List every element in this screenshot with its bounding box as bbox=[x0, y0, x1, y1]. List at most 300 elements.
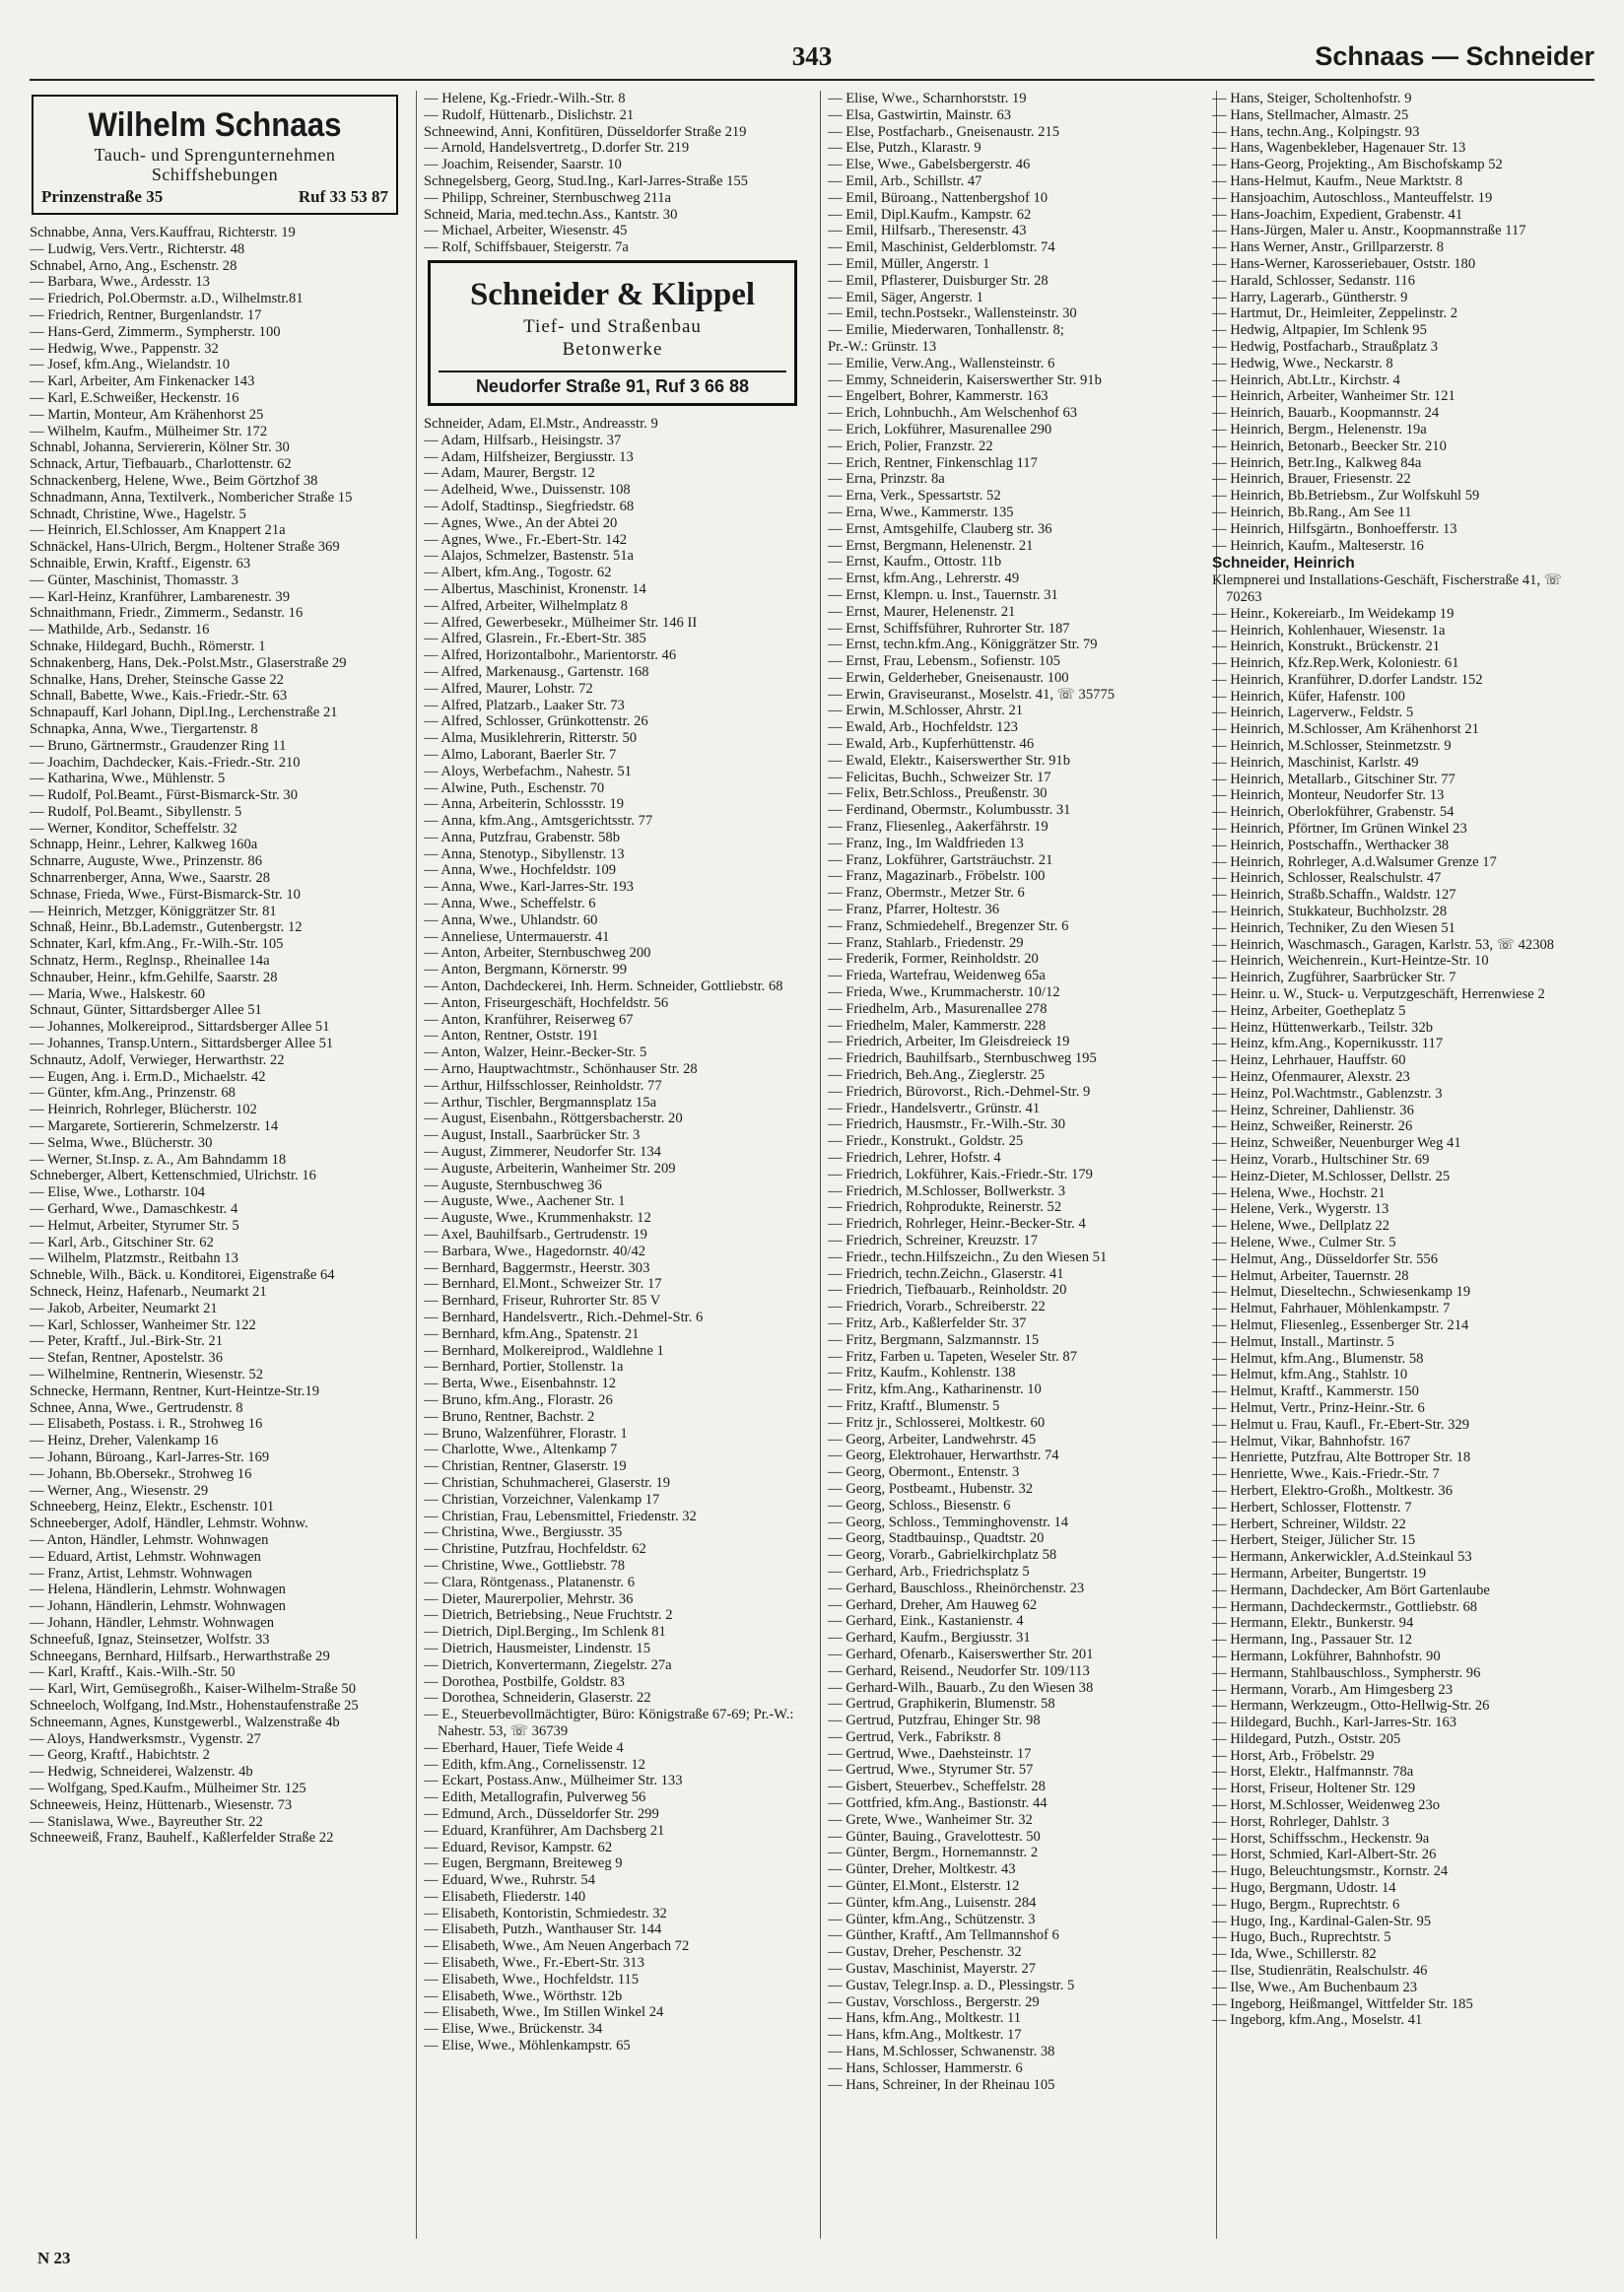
directory-entry: — Elisabeth, Fliederstr. 140 bbox=[424, 1888, 586, 1905]
directory-entry: Schneck, Heinz, Hafenarb., Neumarkt 21 bbox=[30, 1284, 267, 1300]
directory-entry: — Hedwig, Schneiderei, Walzenstr. 4b bbox=[30, 1764, 253, 1781]
directory-entry: — Günter, Maschinist, Thomasstr. 3 bbox=[30, 572, 238, 588]
directory-entry: — Harry, Lagerarb., Güntherstr. 9 bbox=[1212, 289, 1408, 305]
directory-entry: — Eckart, Postass.Anw., Mülheimer Str. 133 bbox=[424, 1773, 683, 1789]
column-1 bbox=[30, 91, 404, 2239]
directory-entry: — Agnes, Wwe., Fr.-Ebert-Str. 142 bbox=[424, 531, 628, 548]
directory-entry: — Helmut, Kraftf., Kammerstr. 150 bbox=[1212, 1383, 1419, 1400]
directory-entry: — Hans-Werner, Karosseriebauer, Oststr. 180 bbox=[1212, 255, 1476, 272]
directory-entry: — Gerhard, Arb., Friedrichsplatz 5 bbox=[828, 1563, 1030, 1580]
directory-entry: — Fritz jr., Schlosserei, Moltkestr. 60 bbox=[828, 1414, 1046, 1431]
advertisement-schnaas bbox=[32, 95, 398, 215]
directory-entry: — Charlotte, Wwe., Altenkamp 7 bbox=[424, 1442, 618, 1458]
directory-entry: — Gottfried, kfm.Ang., Bastionstr. 44 bbox=[828, 1795, 1048, 1812]
directory-entry: — Gerhard, Reisend., Neudorfer Str. 109/113 bbox=[828, 1662, 1090, 1679]
directory-entry: — Erich, Rentner, Finkenschlag 117 bbox=[828, 454, 1038, 471]
directory-entry: — Georg, Kraftf., Habichtstr. 2 bbox=[30, 1747, 210, 1764]
directory-entry: — Elisabeth, Wwe., Wörthstr. 12b bbox=[424, 1988, 623, 2004]
directory-entry: Schnapauff, Karl Johann, Dipl.Ing., Lerchenstraße 21 bbox=[30, 705, 338, 721]
directory-entry: — Gerhard-Wilh., Bauarb., Zu den Wiesen 38 bbox=[828, 1679, 1094, 1696]
directory-entry: — Helene, Wwe., Culmer Str. 5 bbox=[1212, 1234, 1396, 1250]
directory-entry: — Bernhard, Baggermstr., Heerstr. 303 bbox=[424, 1259, 650, 1276]
directory-entry: — Bernhard, Handelsvertr., Rich.-Dehmel-Str. 6 bbox=[424, 1310, 704, 1325]
directory-entry: — Heinrich, Rohrleger, A.d.Walsumer Grenze 17 bbox=[1212, 853, 1497, 870]
directory-entry: — Anton, Dachdeckerei, Inh. Herm. Schneider, Gottliebstr. 68 bbox=[424, 978, 783, 995]
directory-entry: — Eduard, Revisor, Kampstr. 62 bbox=[424, 1839, 613, 1855]
directory-entry: Schnapka, Anna, Wwe., Tiergartenstr. 8 bbox=[30, 720, 258, 737]
directory-entry: — Emil, Säger, Angerstr. 1 bbox=[828, 289, 983, 305]
directory-entry: — Dietrich, Konvertermann, Ziegelstr. 27a bbox=[424, 1656, 672, 1673]
directory-entry: — Dietrich, Hausmeister, Lindenstr. 15 bbox=[424, 1640, 651, 1656]
directory-entry: — Arthur, Hilfsschlosser, Reinholdstr. 77 bbox=[424, 1077, 662, 1094]
directory-entry: — Helmut, Arbeiter, Styrumer Str. 5 bbox=[30, 1217, 239, 1234]
directory-entry: — Arno, Hauptwachtmstr., Schönhauser Str. 28 bbox=[424, 1061, 698, 1078]
directory-entry: — Ilse, Studienrätin, Realschulstr. 46 bbox=[1212, 1963, 1428, 1980]
directory-entry: — Hermann, Vorarb., Am Himgesberg 23 bbox=[1212, 1681, 1454, 1698]
directory-entry: — Hans, kfm.Ang., Moltkestr. 17 bbox=[828, 2027, 1022, 2044]
directory-entry: — Helmut, Arbeiter, Tauernstr. 28 bbox=[1212, 1267, 1409, 1284]
directory-entry: — Hedwig, Wwe., Neckarstr. 8 bbox=[1212, 355, 1393, 371]
directory-entry: — Joachim, Reisender, Saarstr. 10 bbox=[424, 157, 622, 173]
directory-entry: — Friedrich, Rentner, Burgenlandstr. 17 bbox=[30, 306, 262, 323]
directory-entry: — Helene, Kg.-Friedr.-Wilh.-Str. 8 bbox=[424, 91, 626, 106]
directory-entry: — Heinrich, Zugführer, Saarbrücker Str. 7 bbox=[1212, 970, 1456, 986]
directory-entry: — August, Zimmerer, Neudorfer Str. 134 bbox=[424, 1144, 661, 1161]
directory-entry: — Heinz, Dreher, Valenkamp 16 bbox=[30, 1433, 219, 1449]
directory-entry: — Johann, Büroang., Karl-Jarres-Str. 169 bbox=[30, 1449, 270, 1465]
directory-entry: — Eugen, Ang. i. Erm.D., Michaelstr. 42 bbox=[30, 1068, 266, 1085]
directory-entry: — Gertrud, Graphikerin, Blumenstr. 58 bbox=[828, 1696, 1055, 1713]
directory-entry: — Johannes, Molkereiprod., Sittardsberger Allee 51 bbox=[30, 1019, 330, 1036]
directory-entry: — Helmut, Vikar, Bahnhofstr. 167 bbox=[1212, 1433, 1411, 1449]
directory-entry: — Helmut, Fahrhauer, Möhlenkampstr. 7 bbox=[1212, 1301, 1451, 1317]
directory-entry: — Fritz, Arb., Kaßlerfelder Str. 37 bbox=[828, 1315, 1027, 1331]
entry-list bbox=[424, 416, 808, 2055]
directory-entry: — Hermann, Stahlbauschloss., Sympherstr. 96 bbox=[1212, 1664, 1481, 1681]
directory-entry: — Ernst, techn.kfm.Ang., Königgrätzer Str. 79 bbox=[828, 637, 1098, 653]
directory-entry: — Helmut, Ang., Düsseldorfer Str. 556 bbox=[1212, 1250, 1439, 1267]
directory-entry: — Christine, Wwe., Gottliebstr. 78 bbox=[424, 1557, 626, 1574]
directory-entry: — Heinrich, Betr.Ing., Kalkweg 84a bbox=[1212, 454, 1422, 471]
directory-entry: Schneid, Maria, med.techn.Ass., Kantstr. 30 bbox=[424, 206, 678, 223]
directory-entry: — Eberhard, Hauer, Tiefe Weide 4 bbox=[424, 1739, 624, 1756]
column-2 bbox=[424, 91, 808, 2239]
ad-line: Tauch- und Sprengunternehmen bbox=[94, 145, 336, 165]
column-4 bbox=[1212, 91, 1594, 2239]
directory-entry: — Karl, Arb., Gitschiner Str. 62 bbox=[30, 1234, 214, 1250]
directory-entry: — Bruno, Gärtnermstr., Graudenzer Ring 11 bbox=[30, 737, 287, 754]
directory-entry: — Friedrich, M.Schlosser, Bollwerkstr. 3 bbox=[828, 1182, 1066, 1199]
directory-entry: — Heinz, kfm.Ang., Kopernikusstr. 117 bbox=[1212, 1036, 1444, 1052]
directory-entry: — Frieda, Wartefrau, Weidenweg 65a bbox=[828, 968, 1046, 984]
directory-entry: — Franz, Stahlarb., Friedenstr. 29 bbox=[828, 934, 1024, 951]
directory-entry: — Johann, Händlerin, Lehmstr. Wohnwagen bbox=[30, 1598, 286, 1615]
directory-entry: Schnäckel, Hans-Ulrich, Bergm., Holtener Straße 369 bbox=[30, 539, 340, 556]
directory-entry: — Elisabeth, Wwe., Hochfeldstr. 115 bbox=[424, 1971, 640, 1988]
directory-entry: — Heinrich, Weichenrein., Kurt-Heintze-Str. 10 bbox=[1212, 953, 1489, 970]
directory-entry: — Emilie, Miederwaren, Tonhallenstr. 8; bbox=[828, 322, 1064, 339]
directory-entry: Schnabbe, Anna, Vers.Kauffrau, Richterstr. 19 bbox=[30, 225, 296, 240]
directory-entry: — Heinrich, M.Schlosser, Am Krähenhorst 21 bbox=[1212, 721, 1479, 738]
directory-entry: — Herbert, Schlosser, Flottenstr. 7 bbox=[1212, 1499, 1412, 1516]
directory-entry: — Friedhelm, Arb., Masurenallee 278 bbox=[828, 1000, 1048, 1017]
directory-entry: — Friedrich, Rohprodukte, Reinerstr. 52 bbox=[828, 1199, 1062, 1216]
ad-title: Wilhelm Schnaas bbox=[88, 106, 342, 144]
directory-entry: — Hugo, Beleuchtungsmstr., Kornstr. 24 bbox=[1212, 1863, 1449, 1880]
directory-entry: — Gerhard, Wwe., Damaschkestr. 4 bbox=[30, 1201, 238, 1218]
directory-entry: — Bernhard, kfm.Ang., Spatenstr. 21 bbox=[424, 1325, 640, 1342]
column-divider bbox=[416, 91, 417, 2239]
directory-entry: — Henriette, Putzfrau, Alte Bottroper Str. 18 bbox=[1212, 1449, 1471, 1466]
directory-entry: — Christian, Schuhmacherei, Glaserstr. 19 bbox=[424, 1474, 671, 1491]
directory-entry: — Friedrich, Arbeiter, Im Gleisdreieck 19 bbox=[828, 1034, 1070, 1050]
directory-entry: — Erwin, Graviseuranst., Moselstr. 41, ☏ 35775 bbox=[828, 686, 1116, 703]
directory-entry: — Elise, Wwe., Möhlenkampstr. 65 bbox=[424, 2038, 631, 2055]
directory-entry: — Werner, St.Insp. z. A., Am Bahndamm 18 bbox=[30, 1151, 287, 1168]
directory-entry: Schnackenberg, Helene, Wwe., Beim Görtzhof 38 bbox=[30, 472, 318, 489]
directory-entry: — Friedrich, Vorarb., Schreiberstr. 22 bbox=[828, 1299, 1046, 1315]
directory-entry: — Fritz, Kraftf., Blumenstr. 5 bbox=[828, 1397, 1000, 1414]
directory-entry: — Aloys, Werbefachm., Nahestr. 51 bbox=[424, 763, 632, 779]
directory-entry: Schnauber, Heinr., kfm.Gehilfe, Saarstr. 28 bbox=[30, 969, 278, 985]
directory-entry: Schnegelsberg, Georg, Stud.Ing., Karl-Jarres-Straße 155 bbox=[424, 172, 748, 189]
directory-entry: — Bruno, kfm.Ang., Florastr. 26 bbox=[424, 1391, 613, 1408]
directory-entry: — Hedwig, Altpapier, Im Schlenk 95 bbox=[1212, 322, 1427, 339]
directory-entry: — Emmy, Schneiderin, Kaiserswerther Str. 91b bbox=[828, 371, 1102, 388]
directory-entry: — Hans, Stellmacher, Almastr. 25 bbox=[1212, 106, 1409, 123]
directory-entry: — Clara, Röntgenass., Platanenstr. 6 bbox=[424, 1574, 636, 1590]
directory-entry: — Erna, Wwe., Kammerstr. 135 bbox=[828, 504, 1014, 520]
directory-entry: — Ernst, Klempn. u. Inst., Tauernstr. 31 bbox=[828, 586, 1058, 603]
directory-entry: — Franz, Fliesenleg., Aakerfährstr. 19 bbox=[828, 819, 1049, 836]
ad-street: Prinzenstraße 35 bbox=[41, 187, 164, 206]
column-3 bbox=[828, 91, 1212, 2239]
directory-entry: — Hildegard, Putzh., Oststr. 205 bbox=[1212, 1730, 1401, 1747]
directory-entry: — Anton, Friseurgeschäft, Hochfeldstr. 56 bbox=[424, 994, 669, 1011]
columns bbox=[30, 91, 1594, 2239]
directory-entry: — Friedrich, Rohrleger, Heinr.-Becker-Str. 4 bbox=[828, 1216, 1086, 1233]
directory-entry: — Friedr., techn.Hilfszeichn., Zu den Wiesen 51 bbox=[828, 1248, 1108, 1265]
directory-entry: — Edith, kfm.Ang., Cornelissenstr. 12 bbox=[424, 1756, 645, 1773]
ad-footer: Neudorfer Straße 91, Ruf 3 66 88 bbox=[439, 371, 786, 397]
directory-entry: Schnake, Hildegard, Buchh., Römerstr. 1 bbox=[30, 638, 266, 654]
directory-entry: — Gustav, Telegr.Insp. a. D., Plessingstr. 5 bbox=[828, 1977, 1075, 1993]
directory-entry: — Alfred, Maurer, Lohstr. 72 bbox=[424, 680, 593, 697]
directory-entry: — Günter, kfm.Ang., Schützenstr. 3 bbox=[828, 1911, 1036, 1927]
directory-entry: — Werner, Ang., Wiesenstr. 29 bbox=[30, 1482, 209, 1499]
directory-entry: — Hedwig, Postfacharb., Straußplatz 3 bbox=[1212, 338, 1438, 355]
directory-entry: — Johannes, Transp.Untern., Sittardsberger Allee 51 bbox=[30, 1036, 334, 1052]
directory-entry: — Axel, Bauhilfsarb., Gertrudenstr. 19 bbox=[424, 1227, 647, 1244]
directory-entry: — Mathilde, Arb., Sedanstr. 16 bbox=[30, 622, 210, 639]
directory-entry: — Franz, Magazinarb., Fröbelstr. 100 bbox=[828, 868, 1046, 885]
directory-entry: — Bernhard, Portier, Stollenstr. 1a bbox=[424, 1359, 624, 1376]
directory-entry: — Arnold, Handelsvertretg., D.dorfer Str. 219 bbox=[424, 140, 690, 157]
directory-entry: — Heinrich, El.Schlosser, Am Knappert 21a bbox=[30, 522, 286, 539]
directory-entry: — Friedrich, Lokführer, Kais.-Friedr.-Str. 179 bbox=[828, 1166, 1093, 1182]
directory-entry: — Aloys, Handwerksmstr., Vygenstr. 27 bbox=[30, 1730, 261, 1747]
directory-entry: — Anton, Rentner, Oststr. 191 bbox=[424, 1028, 599, 1045]
directory-entry: — August, Eisenbahn., Röttgersbacherstr. 20 bbox=[424, 1111, 683, 1127]
directory-entry: — Alwine, Puth., Eschenstr. 70 bbox=[424, 779, 605, 796]
directory-entry: Schneeloch, Wolfgang, Ind.Mstr., Hohenstaufenstraße 25 bbox=[30, 1697, 359, 1714]
directory-entry: — Franz, Schmiedehelf., Bregenzer Str. 6 bbox=[828, 917, 1069, 934]
directory-entry: — Heinrich, Bb.Betriebsm., Zur Wolfskuhl 59 bbox=[1212, 488, 1480, 505]
directory-entry: — Heinrich, Brauer, Friesenstr. 22 bbox=[1212, 471, 1411, 488]
directory-entry: — Anton, Walzer, Heinr.-Becker-Str. 5 bbox=[424, 1045, 647, 1061]
directory-entry: — Horst, Rohrleger, Dahlstr. 3 bbox=[1212, 1813, 1389, 1830]
directory-entry: — Georg, Elektrohauer, Herwarthstr. 74 bbox=[828, 1448, 1059, 1464]
ad-phone: Ruf 33 53 87 bbox=[298, 187, 388, 206]
directory-entry: — Christian, Vorzeichner, Valenkamp 17 bbox=[424, 1491, 660, 1508]
directory-entry: — Eduard, Artist, Lehmstr. Wohnwagen bbox=[30, 1548, 261, 1565]
directory-entry: Schneegans, Bernhard, Hilfsarb., Herwarthstraße 29 bbox=[30, 1648, 330, 1664]
directory-entry: — Anna, Putzfrau, Grabenstr. 58b bbox=[424, 829, 621, 845]
directory-entry: — Herbert, Schreiner, Wildstr. 22 bbox=[1212, 1516, 1406, 1532]
directory-entry: — Fritz, kfm.Ang., Katharinenstr. 10 bbox=[828, 1382, 1042, 1398]
entry-list bbox=[1212, 91, 1594, 554]
directory-entry: — Georg, Postbeamt., Hubenstr. 32 bbox=[828, 1480, 1034, 1497]
directory-entry: — Horst, Arb., Fröbelstr. 29 bbox=[1212, 1747, 1375, 1764]
directory-entry: — Herbert, Steiger, Jülicher Str. 15 bbox=[1212, 1532, 1416, 1549]
directory-entry: — Emil, Dipl.Kaufm., Kampstr. 62 bbox=[828, 206, 1032, 223]
directory-entry: — Ernst, Frau, Lebensm., Sofienstr. 105 bbox=[828, 653, 1060, 670]
directory-entry: — Bernhard, El.Mont., Schweizer Str. 17 bbox=[424, 1276, 662, 1293]
directory-entry: Schneeberg, Heinz, Elektr., Eschenstr. 101 bbox=[30, 1499, 275, 1516]
directory-entry: — Horst, M.Schlosser, Weidenweg 23o bbox=[1212, 1797, 1441, 1814]
page-signature: N 23 bbox=[37, 2249, 71, 2267]
directory-entry: — Christian, Rentner, Glaserstr. 19 bbox=[424, 1458, 627, 1475]
directory-entry: — Friedrich, Tiefbauarb., Reinholdstr. 20 bbox=[828, 1282, 1067, 1299]
directory-entry: — Günter, Bauing., Gravelottestr. 50 bbox=[828, 1828, 1041, 1845]
directory-entry: — Adelheid, Wwe., Duissenstr. 108 bbox=[424, 482, 631, 499]
directory-entry: — Erna, Verk., Spessartstr. 52 bbox=[828, 488, 1001, 505]
directory-entry: Schneeweis, Heinz, Hüttenarb., Wiesenstr. 73 bbox=[30, 1796, 293, 1813]
directory-entry: Schnarre, Auguste, Wwe., Prinzenstr. 86 bbox=[30, 853, 263, 870]
directory-entry: — Karl, Wirt, Gemüsegroßh., Kaiser-Wilhelm-Straße 50 bbox=[30, 1681, 356, 1698]
directory-entry: — Edith, Metallografin, Pulverweg 56 bbox=[424, 1789, 646, 1806]
directory-entry: — Adam, Hilfsheizer, Bergiusstr. 13 bbox=[424, 448, 634, 465]
directory-entry: — Frieda, Wwe., Krummacherstr. 10/12 bbox=[828, 984, 1060, 1001]
directory-entry: — Adam, Maurer, Bergstr. 12 bbox=[424, 465, 595, 482]
directory-entry: — Hans-Joachim, Expedient, Grabenstr. 41 bbox=[1212, 206, 1463, 223]
directory-entry: Schneider, Adam, El.Mstr., Andreasstr. 9 bbox=[424, 415, 658, 432]
directory-entry: Schneeberger, Adolf, Händler, Lehmstr. Wohnw. bbox=[30, 1516, 308, 1532]
directory-entry: — Rolf, Schiffsbauer, Steigerstr. 7a bbox=[424, 239, 629, 256]
directory-entry: — Franz, Ing., Im Waldfrieden 13 bbox=[828, 835, 1024, 851]
directory-entry: — Hedwig, Wwe., Pappenstr. 32 bbox=[30, 340, 219, 357]
directory-entry: — Heinrich, Kaufm., Malteserstr. 16 bbox=[1212, 537, 1424, 554]
directory-entry: — Heinrich, Kranführer, D.dorfer Landstr. 152 bbox=[1212, 671, 1483, 688]
directory-entry: — Heinrich, Kfz.Rep.Werk, Koloniestr. 61 bbox=[1212, 655, 1459, 672]
directory-entry: — Wilhelm, Kaufm., Mülheimer Str. 172 bbox=[30, 423, 268, 439]
directory-entry: — Alfred, Arbeiter, Wilhelmplatz 8 bbox=[424, 597, 628, 614]
directory-entry: — Stanislawa, Wwe., Bayreuther Str. 22 bbox=[30, 1813, 263, 1830]
ad-line: Schiffshebungen bbox=[151, 165, 279, 184]
directory-entry: — Hugo, Ing., Kardinal-Galen-Str. 95 bbox=[1212, 1913, 1432, 1929]
directory-entry: — Heinrich, Arbeiter, Wanheimer Str. 121 bbox=[1212, 388, 1455, 405]
advertisement-schneider-klippel bbox=[428, 260, 797, 406]
directory-entry: — Hans-Helmut, Kaufm., Neue Marktstr. 8 bbox=[1212, 172, 1463, 189]
directory-entry: — Philipp, Schreiner, Sternbuschweg 211a bbox=[424, 189, 671, 206]
directory-entry: — Heinz, Schweißer, Reinerstr. 26 bbox=[1212, 1118, 1413, 1135]
directory-entry: — Hermann, Lokführer, Bahnhofstr. 90 bbox=[1212, 1648, 1441, 1664]
directory-entry: — Hartmut, Dr., Heimleiter, Zeppelinstr. 2 bbox=[1212, 305, 1458, 322]
entry-list bbox=[828, 91, 1212, 2093]
directory-entry: — Henriette, Wwe., Kais.-Friedr.-Str. 7 bbox=[1212, 1466, 1440, 1483]
directory-entry: — Alfred, Platzarb., Laaker Str. 73 bbox=[424, 697, 625, 713]
ad-line: Tief- und Straßenbau bbox=[523, 315, 702, 337]
ad-line: Betonwerke bbox=[562, 338, 663, 360]
directory-entry: — Anna, Wwe., Hochfeldstr. 109 bbox=[424, 862, 617, 879]
directory-entry: — Friedrich, Hausmstr., Fr.-Wilh.-Str. 30 bbox=[828, 1116, 1066, 1133]
directory-entry: — Ernst, Bergmann, Helenenstr. 21 bbox=[828, 537, 1034, 554]
directory-entry: Schnaß, Heinr., Bb.Lademstr., Gutenbergstr. 12 bbox=[30, 919, 303, 936]
directory-entry: — Heinrich, Waschmasch., Garagen, Karlstr. 53, ☏ 42308 bbox=[1212, 936, 1555, 953]
directory-entry: — Gertrud, Putzfrau, Ehinger Str. 98 bbox=[828, 1713, 1041, 1729]
directory-entry: — Elisabeth, Postass. i. R., Strohweg 16 bbox=[30, 1416, 263, 1433]
directory-entry: — Heinrich, Konstrukt., Brückenstr. 21 bbox=[1212, 639, 1441, 655]
directory-entry: Schnaithmann, Friedr., Zimmerm., Sedanstr. 16 bbox=[30, 605, 304, 622]
directory-entry: — Günter, kfm.Ang., Luisenstr. 284 bbox=[828, 1894, 1037, 1911]
directory-entry: — Felix, Betr.Schloss., Preußenstr. 30 bbox=[828, 785, 1048, 802]
directory-entry: Schnaut, Günter, Sittardsberger Allee 51 bbox=[30, 1002, 262, 1019]
directory-entry: — Anna, kfm.Ang., Amtsgerichtsstr. 77 bbox=[424, 813, 653, 830]
directory-entry: — Helena, Wwe., Hochstr. 21 bbox=[1212, 1184, 1386, 1201]
page-header bbox=[30, 37, 1594, 79]
directory-entry: — Heinz, Schweißer, Neuenburger Weg 41 bbox=[1212, 1135, 1461, 1152]
directory-entry: — Adam, Hilfsarb., Heisingstr. 37 bbox=[424, 432, 622, 448]
directory-entry: — Ingeborg, kfm.Ang., Moselstr. 41 bbox=[1212, 2012, 1423, 2029]
directory-entry: — Heinrich, Techniker, Zu den Wiesen 51 bbox=[1212, 919, 1455, 936]
directory-entry: — August, Install., Saarbrücker Str. 3 bbox=[424, 1127, 641, 1144]
directory-entry: — Anneliese, Untermauerstr. 41 bbox=[424, 928, 610, 945]
directory-entry: — Else, Postfacharb., Gneisenaustr. 215 bbox=[828, 123, 1060, 140]
directory-entry: Schnabl, Johanna, Serviererin, Kölner Str. 30 bbox=[30, 439, 290, 456]
entry-list bbox=[1212, 573, 1594, 2029]
directory-entry: — Helmut, Dieseltechn., Schwiesenkamp 19 bbox=[1212, 1284, 1471, 1301]
directory-entry: — Hansjoachim, Autoschloss., Manteuffelstr. 19 bbox=[1212, 189, 1493, 206]
entry-list bbox=[30, 225, 404, 1847]
directory-entry: — Friedr., Handelsvertr., Grünstr. 41 bbox=[828, 1100, 1041, 1116]
directory-entry: Pr.-W.: Grünstr. 13 bbox=[828, 338, 937, 355]
directory-entry: — Heinrich, Straßb.Schaffn., Waldstr. 127 bbox=[1212, 887, 1456, 904]
directory-entry: — Emil, Müller, Angerstr. 1 bbox=[828, 255, 990, 272]
directory-entry: — Ewald, Arb., Hochfeldstr. 123 bbox=[828, 719, 1018, 736]
directory-entry: — Gustav, Vorschloss., Bergerstr. 29 bbox=[828, 1993, 1040, 2010]
directory-entry: — Margarete, Sortiererin, Schmelzerstr. 14 bbox=[30, 1118, 279, 1135]
directory-entry: — Alma, Musiklehrerin, Ritterstr. 50 bbox=[424, 730, 638, 747]
directory-entry: — Hans Werner, Anstr., Grillparzerstr. 8 bbox=[1212, 239, 1445, 256]
directory-entry: — Friedr., Konstrukt., Goldstr. 25 bbox=[828, 1133, 1024, 1150]
directory-entry: — Edmund, Arch., Düsseldorfer Str. 299 bbox=[424, 1805, 659, 1822]
directory-entry: Schnase, Frieda, Wwe., Fürst-Bismarck-Str. 10 bbox=[30, 886, 301, 903]
directory-entry: — Fritz, Kaufm., Kohlenstr. 138 bbox=[828, 1365, 1016, 1382]
directory-entry: — Gertrud, Wwe., Styrumer Str. 57 bbox=[828, 1762, 1034, 1779]
directory-entry: — Dietrich, Betriebsing., Neue Fruchtstr. 2 bbox=[424, 1607, 673, 1624]
directory-entry: — Rudolf, Pol.Beamt., Sibyllenstr. 5 bbox=[30, 803, 242, 820]
directory-entry: — Friedrich, Pol.Obermstr. a.D., Wilhelmstr.81 bbox=[30, 291, 304, 307]
directory-entry: — Karl, E.Schweißer, Heckenstr. 16 bbox=[30, 389, 239, 406]
directory-entry: Schnatz, Herm., Reglnsp., Rheinallee 14a bbox=[30, 953, 270, 970]
directory-entry: — Ewald, Elektr., Kaiserswerther Str. 91b bbox=[828, 752, 1071, 769]
directory-entry: Schnecke, Hermann, Rentner, Kurt-Heintze-Str.19 bbox=[30, 1382, 320, 1399]
directory-entry: — Bruno, Walzenführer, Florastr. 1 bbox=[424, 1425, 628, 1442]
directory-entry: — Günther, Kraftf., Am Tellmannshof 6 bbox=[828, 1927, 1059, 1944]
directory-entry: — Georg, Schloss., Temminghovenstr. 14 bbox=[828, 1514, 1069, 1530]
directory-entry: — Anna, Wwe., Uhlandstr. 60 bbox=[424, 911, 598, 928]
directory-entry: — Johann, Händler, Lehmstr. Wohnwagen bbox=[30, 1614, 275, 1631]
directory-entry: Schneberger, Albert, Kettenschmied, Ulrichstr. 16 bbox=[30, 1168, 316, 1184]
directory-entry: — Georg, Schloss., Biesenstr. 6 bbox=[828, 1497, 1011, 1514]
directory-entry: — Elisabeth, Wwe., Im Stillen Winkel 24 bbox=[424, 2004, 664, 2021]
directory-entry: — Heinz, Ofenmaurer, Alexstr. 23 bbox=[1212, 1069, 1410, 1086]
directory-entry: — Georg, Stadtbauinsp., Quadtstr. 20 bbox=[828, 1530, 1045, 1547]
directory-entry: — Friedhelm, Maler, Kammerstr. 228 bbox=[828, 1017, 1047, 1034]
directory-entry: Schneewind, Anni, Konfitüren, Düsseldorfer Straße 219 bbox=[424, 123, 747, 140]
directory-entry: — Berta, Wwe., Eisenbahnstr. 12 bbox=[424, 1376, 617, 1392]
directory-entry: — Hermann, Ankerwickler, A.d.Steinkaul 53 bbox=[1212, 1549, 1472, 1566]
directory-entry: — Emil, techn.Postsekr., Wallensteinstr. 30 bbox=[828, 305, 1077, 322]
directory-entry: — Dieter, Maurerpolier, Mehrstr. 36 bbox=[424, 1590, 634, 1607]
directory-entry: — Dorothea, Schneiderin, Glaserstr. 22 bbox=[424, 1690, 651, 1707]
directory-entry: — Günter, Dreher, Moltkestr. 43 bbox=[828, 1861, 1016, 1878]
directory-entry: — Heinrich, Postschaffn., Werthacker 38 bbox=[1212, 837, 1450, 853]
directory-entry: Schneble, Wilh., Bäck. u. Konditorei, Eigenstraße 64 bbox=[30, 1267, 335, 1284]
directory-entry: — Heinrich, Hilfsgärtn., Bonhoefferstr. 13 bbox=[1212, 520, 1457, 537]
directory-entry: — Emilie, Verw.Ang., Wallensteinstr. 6 bbox=[828, 355, 1055, 371]
ad-footer bbox=[41, 187, 388, 207]
directory-entry: — Hermann, Elektr., Bunkerstr. 94 bbox=[1212, 1615, 1414, 1632]
directory-entry: — Else, Wwe., Gabelsbergerstr. 46 bbox=[828, 157, 1031, 173]
directory-entry: Schnadmann, Anna, Textilverk., Nombericher Straße 15 bbox=[30, 489, 353, 506]
directory-entry: — Selma, Wwe., Blücherstr. 30 bbox=[30, 1134, 213, 1151]
directory-entry: — Auguste, Arbeiterin, Wanheimer Str. 209 bbox=[424, 1160, 676, 1177]
directory-entry: — Elisabeth, Kontoristin, Schmiedestr. 32 bbox=[424, 1905, 667, 1921]
directory-entry: — Heinrich, Maschinist, Karlstr. 49 bbox=[1212, 754, 1419, 771]
directory-entry: — Gertrud, Verk., Fabrikstr. 8 bbox=[828, 1728, 1001, 1745]
directory-entry: — Hermann, Arbeiter, Bungertstr. 19 bbox=[1212, 1565, 1427, 1582]
directory-entry: — Heinz, Pol.Wachtmstr., Gablenzstr. 3 bbox=[1212, 1085, 1443, 1102]
directory-entry: — Franz, Lokführer, Gartsträuchstr. 21 bbox=[828, 851, 1053, 868]
directory-entry: — Ernst, Amtsgehilfe, Clauberg str. 36 bbox=[828, 520, 1052, 537]
directory-entry: — Peter, Kraftf., Jul.-Birk-Str. 21 bbox=[30, 1333, 223, 1350]
directory-entry: — Erna, Prinzstr. 8a bbox=[828, 471, 945, 488]
directory-entry: — Hans, techn.Ang., Kolpingstr. 93 bbox=[1212, 123, 1420, 140]
directory-entry: — Emil, Maschinist, Gelderblomstr. 74 bbox=[828, 239, 1055, 256]
directory-entry: — Hans, Wagenbekleber, Hagenauer Str. 13 bbox=[1212, 140, 1466, 157]
directory-entry: Schnall, Babette, Wwe., Kais.-Friedr.-Str. 63 bbox=[30, 688, 288, 705]
directory-entry: — Wilhelm, Platzmstr., Reitbahn 13 bbox=[30, 1250, 238, 1267]
directory-entry: — Hugo, Buch., Ruprechtstr. 5 bbox=[1212, 1929, 1391, 1946]
directory-entry: — Karl, Schlosser, Wanheimer Str. 122 bbox=[30, 1316, 256, 1333]
directory-entry: — Auguste, Sternbuschweg 36 bbox=[424, 1177, 602, 1193]
directory-entry: — Hermann, Werkzeugm., Otto-Hellwig-Str. 26 bbox=[1212, 1698, 1490, 1715]
directory-entry: — Alfred, Glasrein., Fr.-Ebert-Str. 385 bbox=[424, 631, 646, 647]
directory-entry: — Anna, Wwe., Karl-Jarres-Str. 193 bbox=[424, 879, 634, 896]
directory-entry: — Erwin, Gelderheber, Gneisenaustr. 100 bbox=[828, 669, 1069, 686]
directory-entry: — Heinrich, Bauarb., Koopmannstr. 24 bbox=[1212, 405, 1440, 422]
directory-entry: Schneefuß, Ignaz, Steinsetzer, Wolfstr. 33 bbox=[30, 1631, 270, 1648]
directory-entry: — Albert, kfm.Ang., Togostr. 62 bbox=[424, 565, 612, 581]
directory-entry: — Heinrich, Metallarb., Gitschiner Str. 77 bbox=[1212, 771, 1455, 787]
directory-entry: — Albertus, Maschinist, Kronenstr. 14 bbox=[424, 580, 646, 597]
directory-entry: — Heinr., Kokereiarb., Im Weidekamp 19 bbox=[1212, 605, 1455, 622]
directory-entry: — Helene, Wwe., Dellplatz 22 bbox=[1212, 1218, 1390, 1235]
directory-entry: — Erich, Polier, Franzstr. 22 bbox=[828, 438, 993, 454]
directory-entry: — Herbert, Elektro-Großh., Moltkestr. 36 bbox=[1212, 1482, 1453, 1499]
directory-entry: — Heinrich, Abt.Ltr., Kirchstr. 4 bbox=[1212, 371, 1400, 388]
